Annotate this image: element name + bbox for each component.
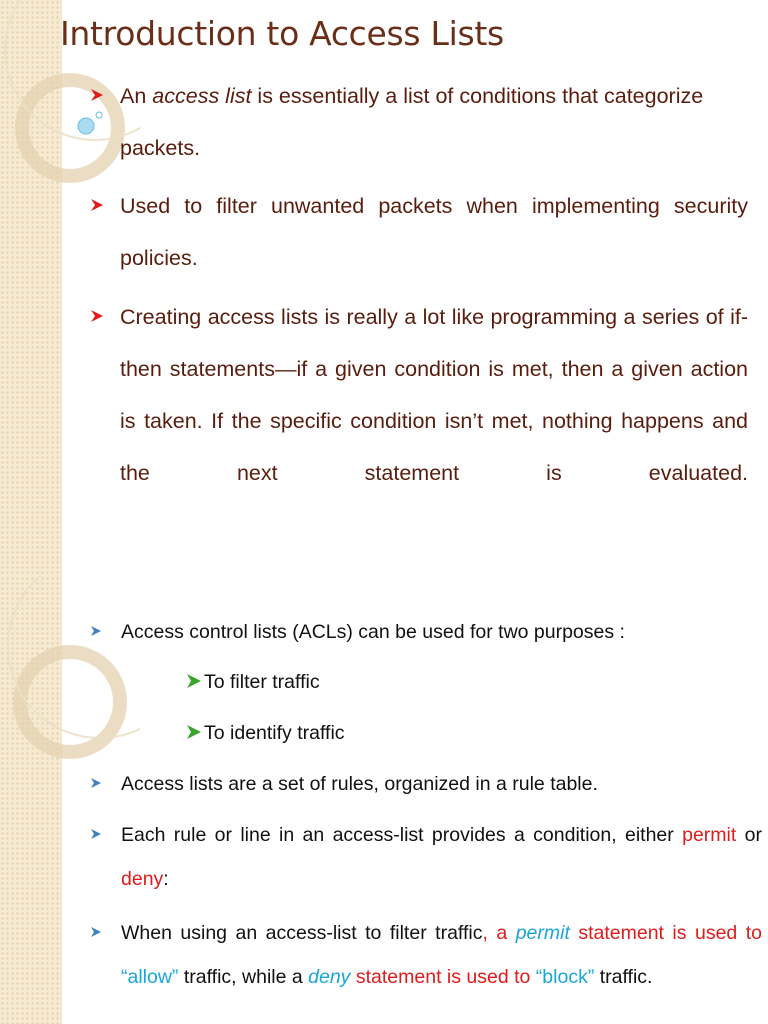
arrow-bullet-icon (90, 828, 102, 840)
sub-bullet-identify-traffic: To identify traffic (186, 711, 345, 755)
slide-2 (0, 576, 768, 1024)
arrow-bullet-icon (186, 724, 202, 740)
arrow-bullet-icon (90, 777, 102, 789)
arrow-bullet-icon (90, 309, 104, 323)
arrow-bullet-icon (186, 673, 202, 689)
arrow-bullet-icon (90, 625, 102, 637)
slide-title: Introduction to Access Lists (60, 14, 504, 53)
bullet-acl-purposes: Access control lists (ACLs) can be used for two purposes : (90, 610, 748, 654)
sub-bullet-filter-traffic: To filter traffic (186, 660, 320, 704)
arrow-bullet-icon (90, 926, 102, 938)
arrow-bullet-icon (90, 88, 104, 102)
bullet-rule-table: Access lists are a set of rules, organized in a rule table. (90, 762, 748, 806)
bullet-creating-access-lists: Creating access lists is really a lot like programming a series of if-then statements—if a given condition is met, then a given action is taken. If the specific condition isn’t met, nothing happens and the next statement is evaluated. (90, 291, 748, 499)
bullet-access-list-definition: An access list is essentially a list of conditions that categorize packets. (90, 70, 748, 174)
arrow-bullet-icon (90, 198, 104, 212)
bullet-permit-deny-condition: Each rule or line in an access-list provides a condition, either permit or deny: (90, 813, 762, 901)
bullet-permit-deny-usage: When using an access-list to filter traffic, a permit statement is used to “allow” traffic, while a deny statement is used to “block” traffic. (90, 911, 762, 999)
bullet-filter-packets: Used to filter unwanted packets when implementing security policies. (90, 180, 748, 284)
